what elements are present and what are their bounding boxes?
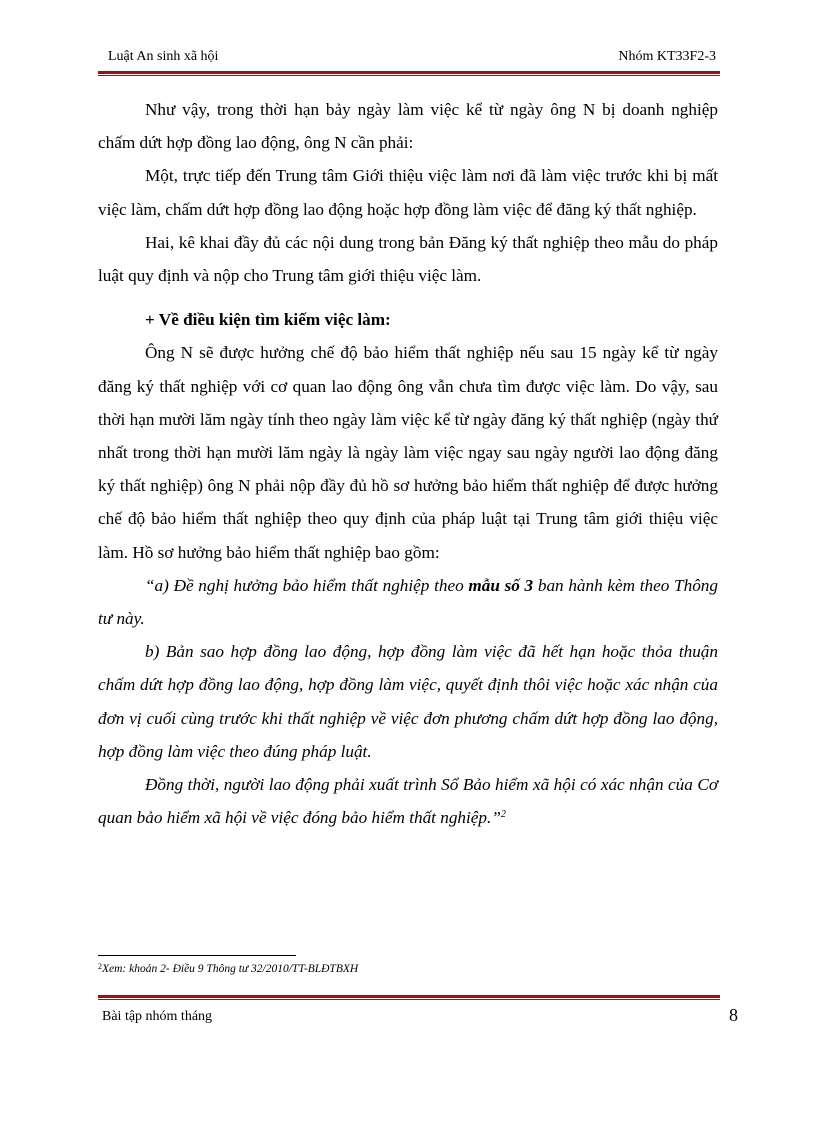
paragraph-4: Ông N sẽ được hưởng chế độ bảo hiểm thất nghiệp nếu sau 15 ngày kể từ ngày đăng ký thất nghiệp với cơ quan lao động ông vẫn chưa tìm được việc làm. Do vậy, sau thời hạn mười lăm ngày tính theo ngày làm việc kể từ ngày đăng ký thất nghiệp (ngày thứ nhất trong thời hạn mười lăm ngày là ngày làm việc ngay sau ngày người lao động đăng ký thất nghiệp) ông N phải nộp đầy đủ hồ sơ hưởng bảo hiểm thất nghiệp để được hưởng chế độ bảo hiểm thất nghiệp theo quy định của pháp luật tại Trung tâm giới thiệu việc làm. Hồ sơ hưởng bảo hiểm thất nghiệp bao gồm: <box>98 343 718 562</box>
paragraph-3: Hai, kê khai đầy đủ các nội dung trong bản Đăng ký thất nghiệp theo mẫu do pháp luật quy định và nộp cho Trung tâm giới thiệu việc làm. <box>98 232 718 286</box>
footnote-mark: 2 <box>98 962 102 971</box>
footnote-divider <box>98 955 296 956</box>
paragraph-2: Một, trực tiếp đến Trung tâm Giới thiệu việc làm nơi đã làm việc trước khi bị mất việc làm, chấm dứt hợp đồng lao động hoặc hợp đồng làm việc để đăng ký thất nghiệp. <box>98 166 718 219</box>
header-group-name: Nhóm KT33F2-3 <box>618 49 716 64</box>
footnote-reference: 2 <box>500 809 506 821</box>
quote-closing-text: Đồng thời, người lao động phải xuất trình Sổ Bảo hiểm xã hội có xác nhận của Cơ quan bảo hiểm xã hội về việc đóng bảo hiểm thất nghiệp.” <box>98 775 718 828</box>
header-rule <box>98 71 720 76</box>
footer-rule <box>98 995 720 1000</box>
footer-label: Bài tập nhóm tháng <box>102 1009 213 1024</box>
footnote <box>98 962 358 975</box>
page-number: 8 <box>729 1005 738 1025</box>
quote-item-b: b) Bản sao hợp đồng lao động, hợp đồng làm việc đã hết hạn hoặc thỏa thuận chấm dứt hợp đồng lao động, hợp đồng làm việc, quyết định thôi việc hoặc xác nhận của đơn vị cuối cùng trước khi thất nghiệp về việc đơn phương chấm dứt hợp đồng lao động, hợp đồng làm việc theo đúng pháp luật. <box>98 642 718 761</box>
page-body <box>98 93 718 834</box>
footnote-text: Xem: khoản 2- Điều 9 Thông tư 32/2010/TT-BLĐTBXH <box>102 963 359 975</box>
quote-closing <box>98 768 718 834</box>
section-heading: + Về điều kiện tìm kiếm việc làm: <box>145 310 391 330</box>
quote-item-a-start: “a) Đề nghị hưởng bảo hiểm thất nghiệp theo <box>145 575 469 595</box>
paragraph-1: Như vậy, trong thời hạn bảy ngày làm việc kể từ ngày ông N bị doanh nghiệp chấm dứt hợp đồng lao động, ông N cần phải: <box>98 100 718 153</box>
page-header <box>98 49 718 69</box>
quote-item-a-end: ban hành kèm theo Thông tư này. <box>98 575 718 629</box>
quote-item-a-emphasis: mẫu số 3 <box>468 575 534 595</box>
quote-item-a <box>98 569 718 635</box>
header-course-title: Luật An sinh xã hội <box>108 49 219 64</box>
